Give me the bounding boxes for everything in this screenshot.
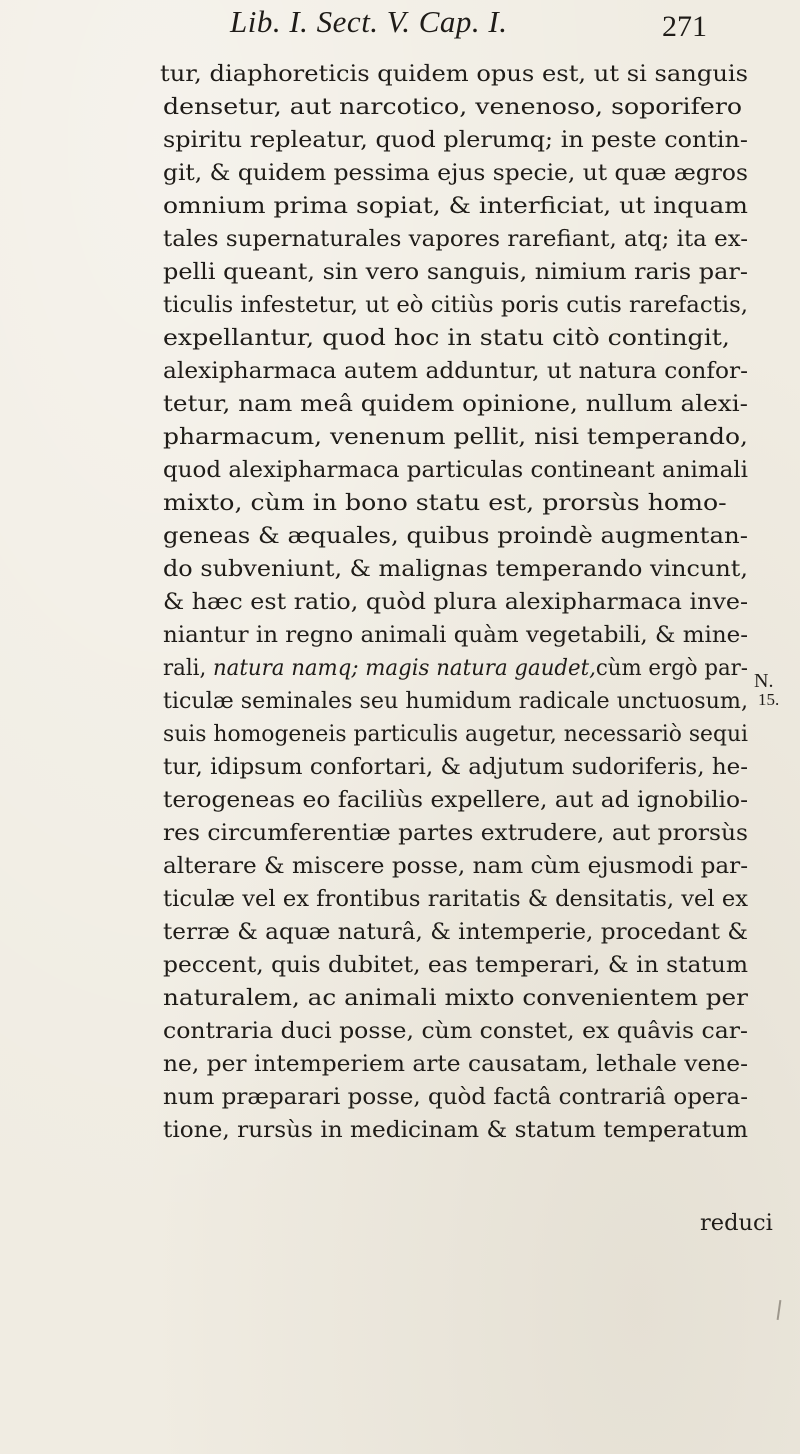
text-line-25: alterare & miscere posse, nam cùm ejusmodi par- <box>163 853 749 879</box>
text-line-28: peccent, quis dubitet, eas temperari, & in statum <box>163 952 749 978</box>
text-line-19: rali, natura namq; magis natura gaudet,cùm ergò par- <box>163 655 749 681</box>
text-line-14: mixto, cùm in bono statu est, prorsùs homo- <box>163 490 727 516</box>
text-line-32: num præparari posse, quòd factâ contrariâ opera- <box>163 1084 748 1110</box>
text-line-20: ticulæ seminales seu humidum radicale unctuosum, <box>163 688 749 714</box>
text-line-22: tur, idipsum confortari, & adjutum sudoriferis, he- <box>163 754 748 780</box>
ink-mark <box>777 1300 782 1320</box>
text-line-24: res circumferentiæ partes extrudere, aut prorsùs <box>163 820 749 846</box>
text-line-23: terogeneas eo faciliùs expellere, aut ad ignobilio- <box>163 787 748 813</box>
text-line-12: pharmacum, venenum pellit, nisi temperando, <box>163 424 749 450</box>
text-line-15: geneas & æquales, quibus proindè augmentan- <box>163 523 748 549</box>
text-line-2: densetur, aut narcotico, venenoso, soporifero <box>163 94 743 120</box>
text-line-21: suis homogeneis particulis augetur, necessariò sequi <box>163 721 748 747</box>
text-line-3: spiritu repleatur, quod plerumq; in peste contin- <box>163 127 748 153</box>
text-line-10: alexipharmaca autem adduntur, ut natura confor- <box>163 358 749 384</box>
catchword: reduci <box>700 1210 773 1236</box>
text-line-1: tur, diaphoreticis quidem opus est, ut si sanguis <box>160 61 749 87</box>
text-line-18: niantur in regno animali quàm vegetabili, & mine- <box>163 622 748 648</box>
text-line-5: omnium prima sopiat, & interficiat, ut inquam <box>163 193 748 219</box>
text-line-33: tione, rursùs in medicinam & statum temperatum <box>163 1117 749 1143</box>
text-line-4: git, & quidem pessima ejus specie, ut quæ ægros <box>163 160 748 186</box>
text-line-16: do subveniunt, & malignas temperando vincunt, <box>163 556 748 582</box>
text-line-6: tales supernaturales vapores rarefiant, atq; ita ex- <box>163 226 748 252</box>
margin-note-letter: N. <box>754 670 774 692</box>
running-head <box>0 0 800 60</box>
text-line-26: ticulæ vel ex frontibus raritatis & densitatis, vel ex <box>163 886 748 912</box>
text-line-11: tetur, nam meâ quidem opinione, nullum alexi- <box>163 391 748 417</box>
text-line-9: expellantur, quod hoc in statu citò contingit, <box>163 325 730 351</box>
margin-note-number: 15. <box>758 690 780 709</box>
running-title: Lib. I. Sect. V. Cap. I. <box>230 4 508 39</box>
page-number: 271 <box>662 10 707 43</box>
text-line-29: naturalem, ac animali mixto convenientem per <box>163 985 748 1011</box>
text-line-31: ne, per intemperiem arte causatam, lethale vene- <box>163 1051 748 1077</box>
text-line-17: & hæc est ratio, quòd plura alexipharmaca inve- <box>163 589 749 615</box>
text-line-7: pelli queant, sin vero sanguis, nimium raris par- <box>163 259 748 285</box>
text-line-8: ticulis infestetur, ut eò citiùs poris cutis rarefactis, <box>163 292 749 318</box>
italic-quotation: natura namq; magis natura gaudet, <box>212 655 596 681</box>
text-line-27: terræ & aquæ naturâ, & intemperie, procedant & <box>163 919 748 945</box>
text-line-30: contraria duci posse, cùm constet, ex quâvis car- <box>163 1018 749 1044</box>
text-line-13: quod alexipharmaca particulas contineant animali <box>163 457 749 483</box>
